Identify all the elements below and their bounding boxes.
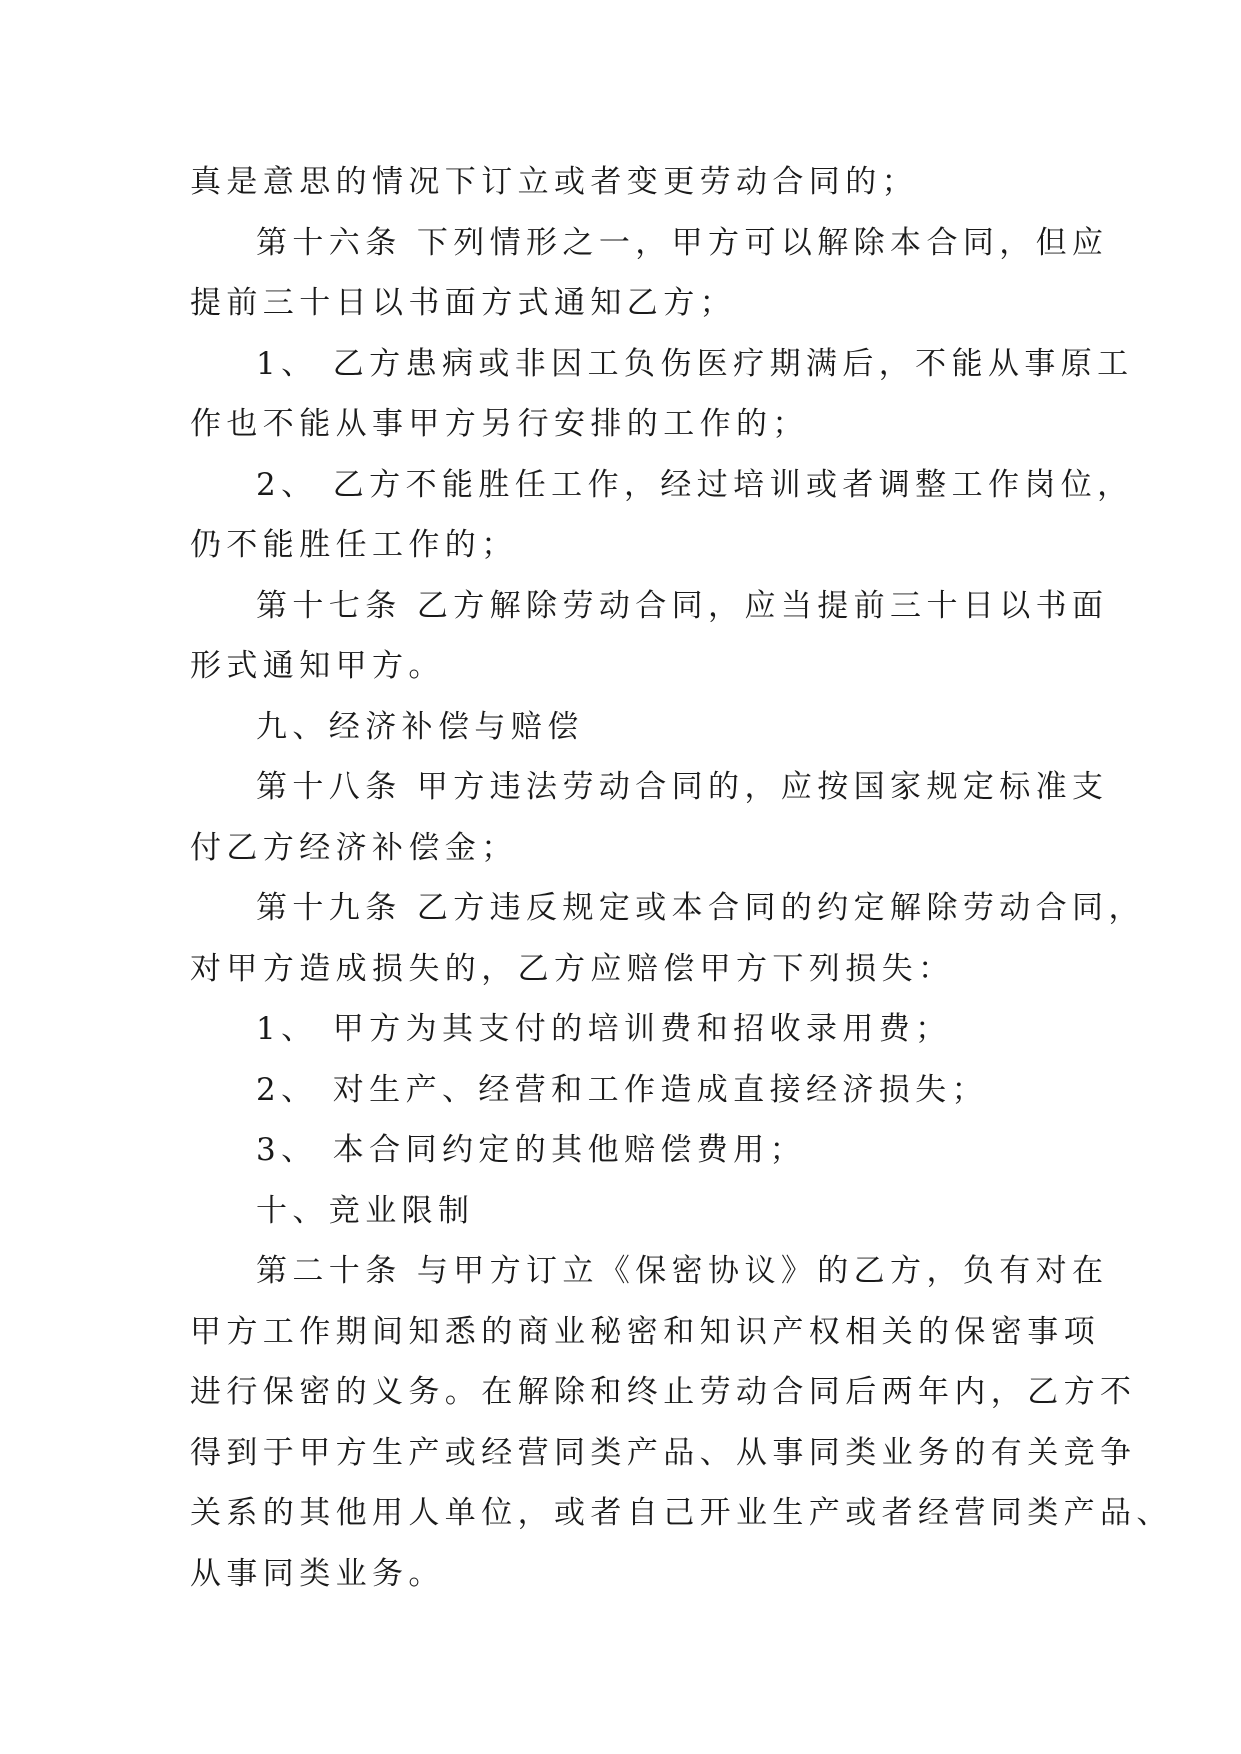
- article-17-heading: 第十七条 乙方解除劳动合同，应当提前三十日以书面: [256, 587, 1109, 624]
- article-16-heading: 第十六条 下列情形之一，甲方可以解除本合同，但应: [256, 224, 1109, 261]
- list-item-1: 1、 甲方为其支付的培训费和招收录用费；: [256, 1011, 952, 1047]
- list-item-3: 3、 本合同约定的其他赔偿费用；: [256, 1132, 806, 1168]
- text-line: 从事同类业务。: [190, 1555, 445, 1592]
- text-line: 对甲方造成损失的，乙方应赔偿甲方下列损失：: [190, 950, 955, 987]
- text-line: 仍不能胜任工作的；: [190, 527, 518, 563]
- article-18-heading: 第十八条 甲方违法劳动合同的，应按国家规定标准支: [256, 769, 1109, 805]
- section-10-heading: 十、竞业限制: [256, 1192, 475, 1229]
- text-line: 得到于甲方生产或经营同类产品、从事同类业务的有关竞争: [190, 1434, 1137, 1471]
- text-line: 提前三十日以书面方式通知乙方；: [190, 285, 736, 321]
- list-item-2: 2、 对生产、经营和工作造成直接经济损失；: [256, 1071, 988, 1108]
- text-line: 甲方工作期间知悉的商业秘密和知识产权相关的保密事项: [190, 1313, 1100, 1350]
- text-line: 付乙方经济补偿金；: [190, 829, 518, 866]
- text-line: 形式通知甲方。: [190, 648, 445, 684]
- text-line: 作也不能从事甲方另行安排的工作的；: [190, 406, 809, 442]
- list-item-2: 2、 乙方不能胜任工作，经过培训或者调整工作岗位，: [256, 466, 1134, 503]
- article-20-heading: 第二十条 与甲方订立《保密协议》的乙方，负有对在: [256, 1253, 1109, 1289]
- article-19-heading: 第十九条 乙方违反规定或本合同的约定解除劳动合同，: [256, 890, 1145, 926]
- section-9-heading: 九、经济补偿与赔偿: [256, 708, 584, 745]
- document-body: [190, 152, 1173, 1604]
- text-line: 进行保密的义务。在解除和终止劳动合同后两年内，乙方不: [190, 1374, 1137, 1410]
- text-line: 真是意思的情况下订立或者变更劳动合同的；: [190, 164, 918, 200]
- list-item-1: 1、 乙方患病或非因工负伤医疗期满后，不能从事原工: [256, 345, 1134, 382]
- text-line: 关系的其他用人单位，或者自己开业生产或者经营同类产品、: [190, 1495, 1173, 1531]
